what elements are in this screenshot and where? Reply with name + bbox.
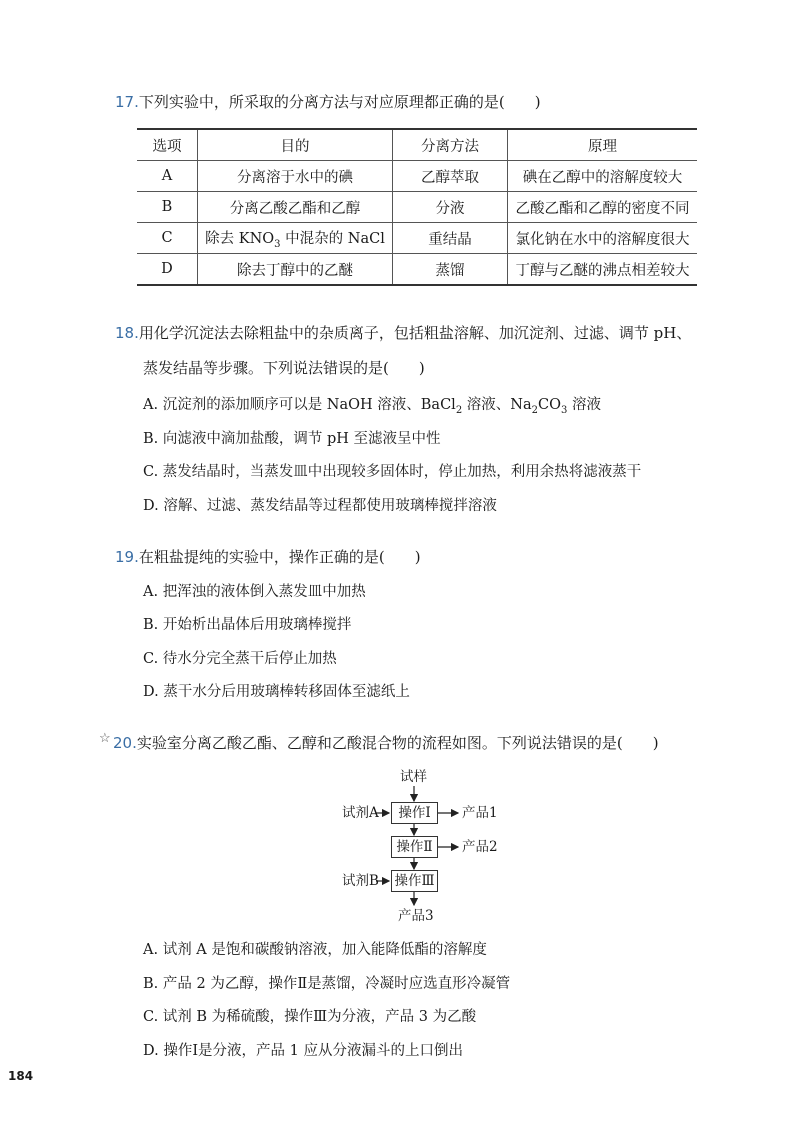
question-17-number: 17. xyxy=(115,93,139,111)
row-goal: 分离乙酸乙酯和乙醇 xyxy=(198,192,393,223)
header-method: 分离方法 xyxy=(393,129,508,161)
diagram-product-1-label: 产品1 xyxy=(462,805,498,821)
question-19-option-a: A. 把浑浊的液体倒入蒸发皿中加热 xyxy=(143,584,366,600)
option-a-text-4: 溶液 xyxy=(567,397,601,413)
diagram-operation-1-box: 操作Ⅰ xyxy=(391,802,438,824)
question-18-number: 18. xyxy=(115,324,139,342)
question-18-option-d: D. 溶解、过滤、蒸发结晶等过程都使用玻璃棒搅拌溶液 xyxy=(143,498,497,514)
question-20-text: 实验室分离乙酸乙酯、乙醇和乙酸混合物的流程如图。下列说法错误的是( ) xyxy=(136,734,659,752)
star-icon: ☆ xyxy=(99,731,111,746)
question-18-option-b: B. 向滤液中滴加盐酸，调节 pH 至滤液呈中性 xyxy=(143,431,441,447)
row-principle: 丁醇与乙醚的沸点相差较大 xyxy=(508,254,698,286)
row-goal: 分离溶于水中的碘 xyxy=(198,161,393,192)
header-option: 选项 xyxy=(137,129,198,161)
question-18-line1: 用化学沉淀法去除粗盐中的杂质离子，包括粗盐溶解、加沉淀剂、过滤、调节 pH、 xyxy=(138,324,692,342)
question-19-option-d: D. 蒸干水分后用玻璃棒转移固体至滤纸上 xyxy=(143,684,410,700)
question-19-text: 在粗盐提纯的实验中，操作正确的是( ) xyxy=(138,548,421,566)
diagram-product-3-label: 产品3 xyxy=(398,908,434,924)
question-19-option-b: B. 开始析出晶体后用玻璃棒搅拌 xyxy=(143,617,352,633)
goal-text-post: 中混杂的 NaCl xyxy=(280,230,385,247)
question-19-option-c: C. 待水分完全蒸干后停止加热 xyxy=(143,651,337,667)
diagram-product-2-label: 产品2 xyxy=(462,839,498,855)
option-a-text-2: 溶液、Na xyxy=(462,397,532,413)
row-option: B xyxy=(137,192,198,223)
question-20-option-b: B. 产品 2 为乙醇，操作Ⅱ是蒸馏，冷凝时应选直形冷凝管 xyxy=(143,976,511,992)
row-method: 重结晶 xyxy=(393,223,508,254)
subscript: 2 xyxy=(531,404,539,416)
question-20-option-c: C. 试剂 B 为稀硫酸，操作Ⅲ为分液，产品 3 为乙酸 xyxy=(143,1009,477,1025)
row-principle: 氯化钠在水中的溶解度很大 xyxy=(508,223,698,254)
page-number: 184 xyxy=(8,1069,34,1083)
row-option: C xyxy=(137,223,198,254)
subscript: 3 xyxy=(561,404,568,416)
diagram-operation-2-box: 操作Ⅱ xyxy=(391,836,438,858)
diagram-reagent-b-label: 试剂B xyxy=(342,873,379,889)
goal-subscript: 3 xyxy=(274,238,281,250)
row-goal: 除去丁醇中的乙醚 xyxy=(198,254,393,286)
row-principle: 碘在乙醇中的溶解度较大 xyxy=(508,161,698,192)
question-18-option-c: C. 蒸发结晶时，当蒸发皿中出现较多固体时，停止加热，利用余热将滤液蒸干 xyxy=(143,464,642,480)
question-20-option-a: A. 试剂 A 是饱和碳酸钠溶液，加入能降低酯的溶解度 xyxy=(143,942,487,958)
row-principle: 乙酸乙酯和乙醇的密度不同 xyxy=(508,192,698,223)
row-method: 分液 xyxy=(393,192,508,223)
header-goal: 目的 xyxy=(198,129,393,161)
header-principle: 原理 xyxy=(508,129,698,161)
row-option: D xyxy=(137,254,198,286)
row-option: A xyxy=(137,161,198,192)
question-18-line2: 蒸发结晶等步骤。下列说法错误的是( ) xyxy=(143,359,425,377)
option-a-text-3: CO xyxy=(538,397,561,413)
question-20-number: 20. xyxy=(113,734,137,752)
subscript: 2 xyxy=(455,404,463,416)
diagram-sample-label: 试样 xyxy=(400,769,427,785)
question-17-text: 下列实验中，所采取的分离方法与对应原理都正确的是( ) xyxy=(138,93,541,111)
option-a-text-1: A. 沉淀剂的添加顺序可以是 NaOH 溶液、BaCl xyxy=(143,397,456,413)
question-19-number: 19. xyxy=(115,548,139,566)
question-20-option-d: D. 操作Ⅰ是分液，产品 1 应从分液漏斗的上口倒出 xyxy=(143,1043,463,1059)
diagram-reagent-a-label: 试剂A xyxy=(342,805,379,821)
row-method: 蒸馏 xyxy=(393,254,508,286)
row-method: 乙醇萃取 xyxy=(393,161,508,192)
goal-text-pre: 除去 KNO xyxy=(205,230,275,247)
diagram-operation-3-box: 操作Ⅲ xyxy=(391,870,438,892)
